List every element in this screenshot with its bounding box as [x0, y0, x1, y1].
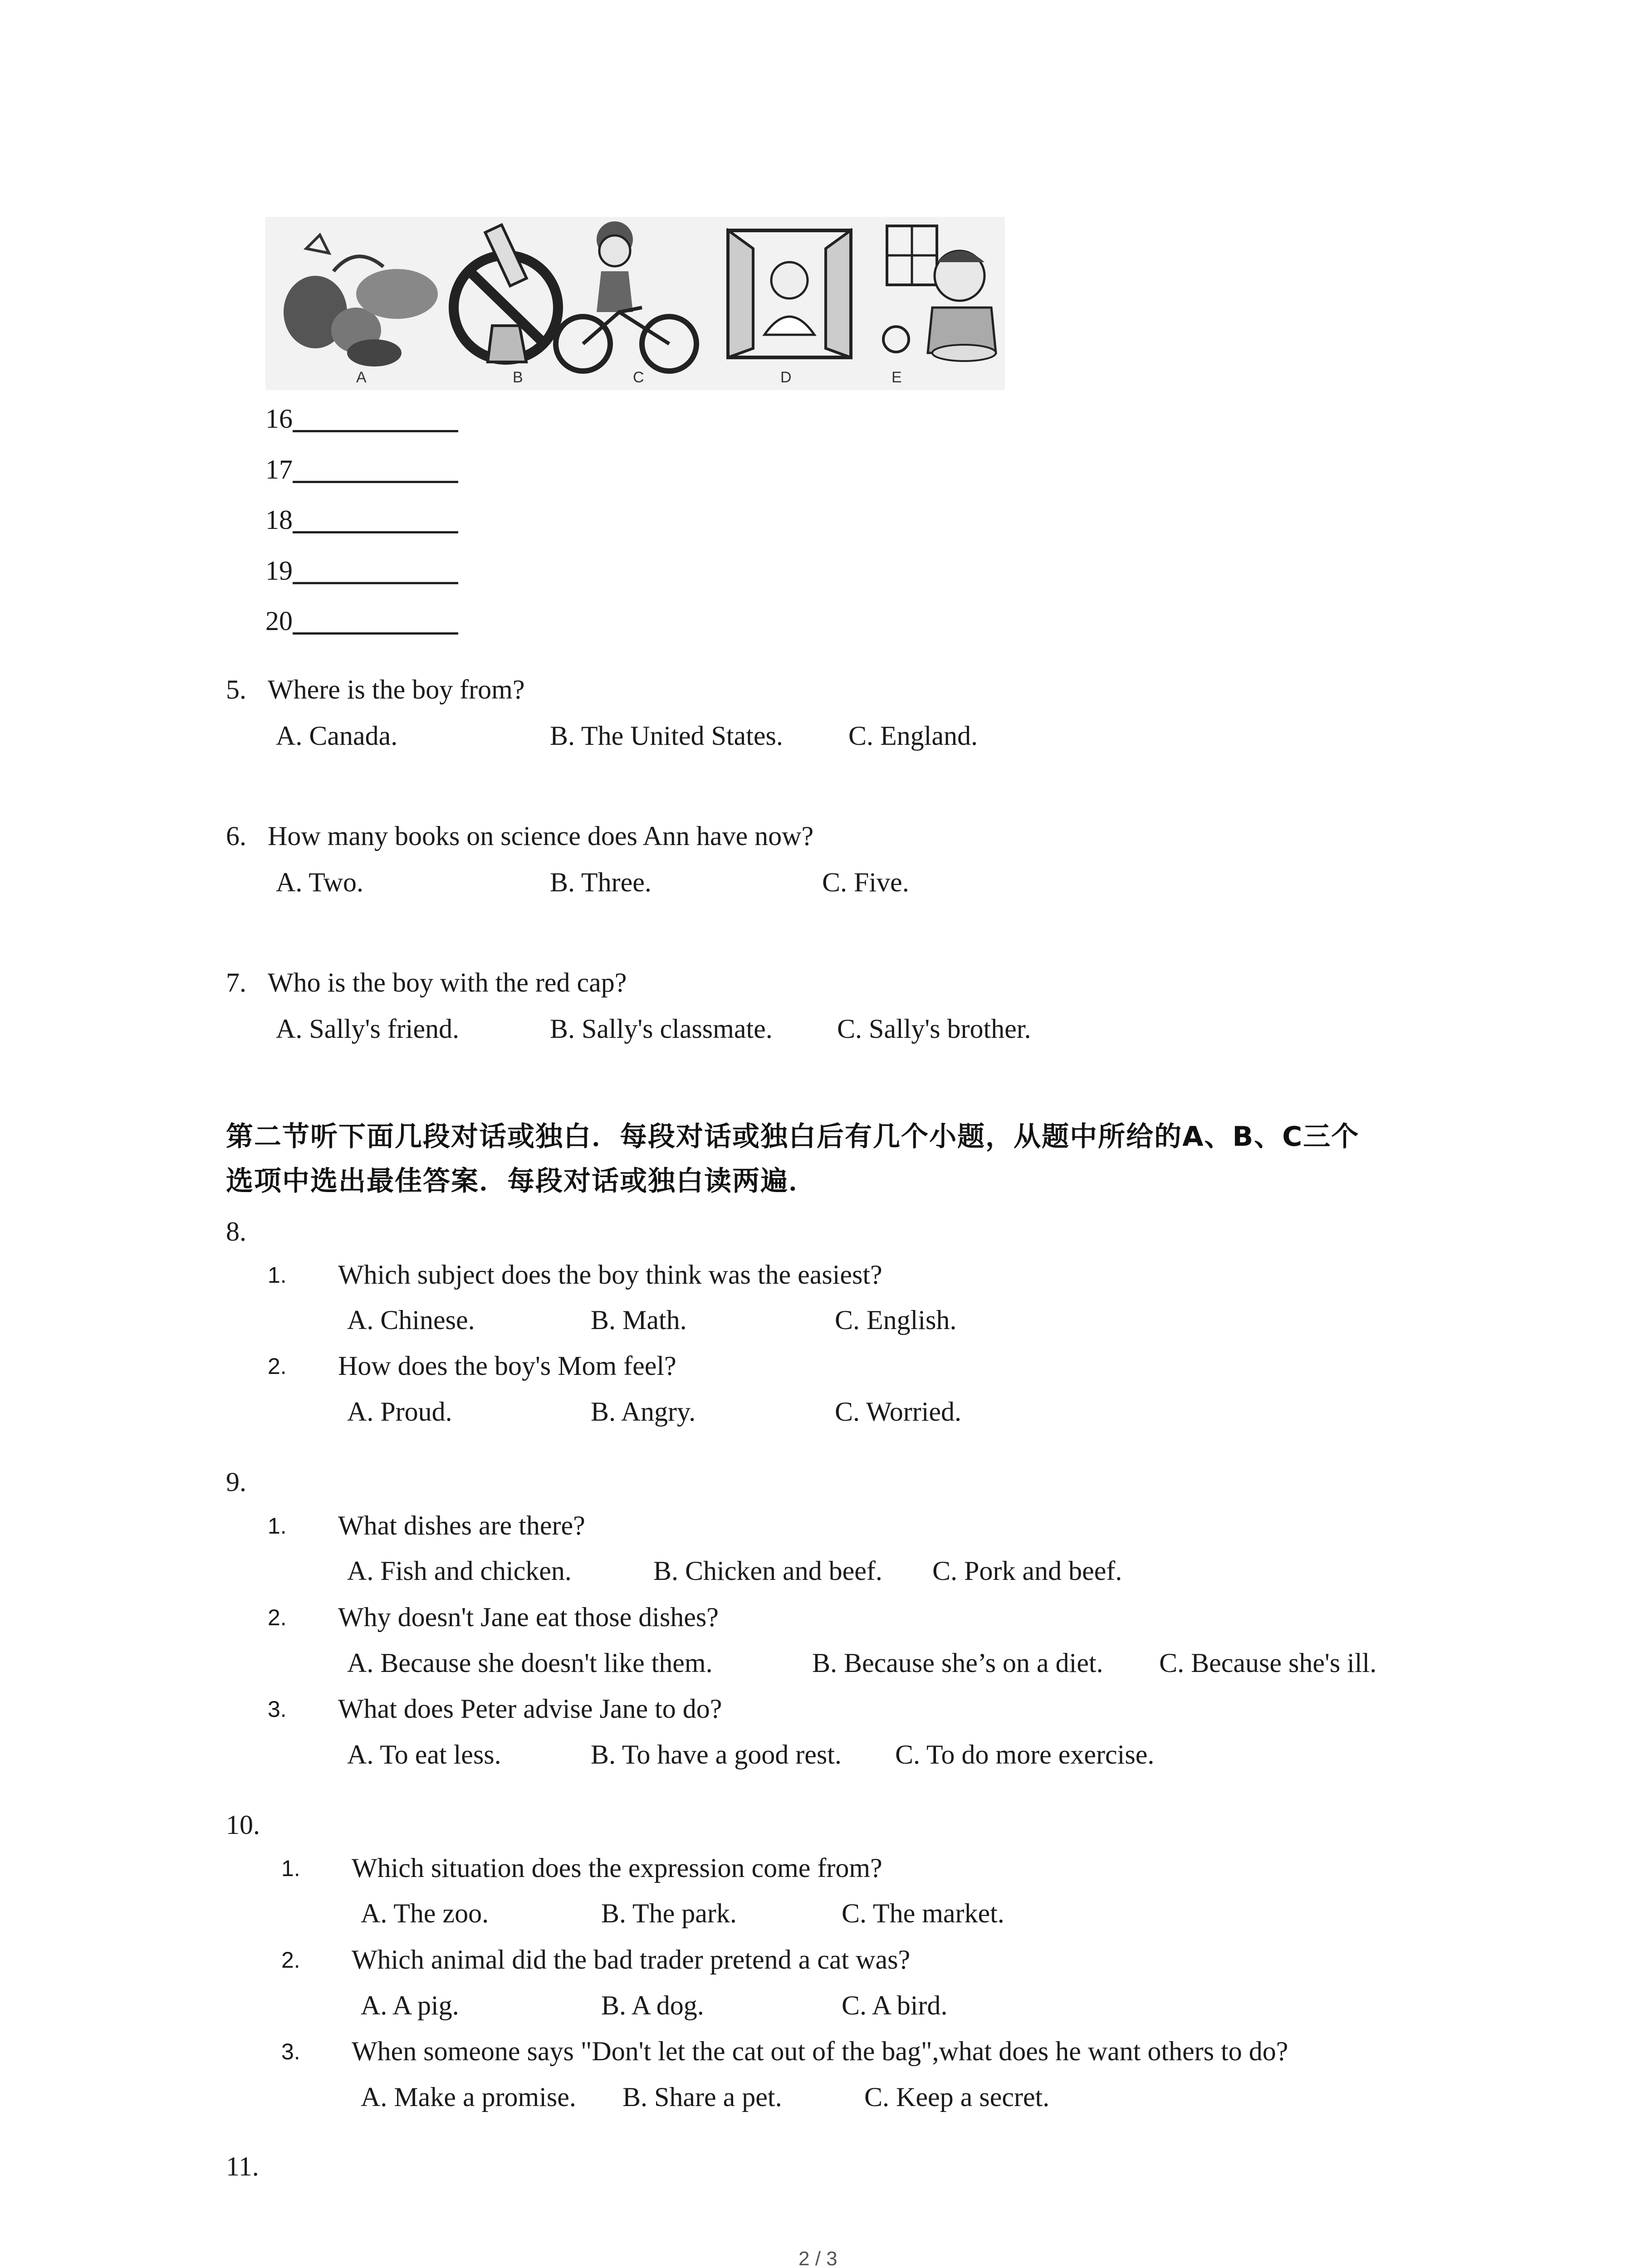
option-c[interactable]: C. To do more exercise.: [895, 1740, 1155, 1769]
blank-line[interactable]: [293, 606, 458, 635]
option-c[interactable]: C. Sally's brother.: [837, 1014, 1031, 1044]
answer-blank[interactable]: [265, 606, 458, 635]
option-c[interactable]: C. Because she's ill.: [1159, 1648, 1377, 1678]
sub-question-text: What does Peter advise Jane to do?: [338, 1694, 722, 1724]
boy-bicycle-picture: [556, 221, 696, 386]
option-b[interactable]: B. A dog.: [601, 1990, 704, 2020]
sub-question-text: How does the boy's Mom feel?: [338, 1351, 676, 1381]
option-a[interactable]: A. A pig.: [361, 1990, 459, 2020]
question-text: Who is the boy with the red cap?: [268, 968, 627, 997]
blank-line[interactable]: [293, 404, 458, 432]
sub-question-number: 2.: [268, 1354, 287, 1379]
sub-question-number: 1.: [268, 1262, 287, 1288]
question-text: How many books on science does Ann have now?: [268, 821, 814, 851]
option-b[interactable]: B. Angry.: [591, 1397, 696, 1427]
option-b[interactable]: B. Because she’s on a diet.: [812, 1648, 1103, 1678]
boy-eating-picture: [883, 226, 996, 386]
blank-number: 17: [265, 455, 293, 484]
question-group-number: 8.: [226, 1217, 246, 1246]
question-group-number: 10.: [226, 1810, 260, 1840]
option-b[interactable]: B. Chicken and beef.: [653, 1556, 882, 1586]
option-a[interactable]: A. Canada.: [276, 721, 398, 751]
sub-question-number: 2.: [268, 1605, 287, 1630]
sub-question-text: Why doesn't Jane eat those dishes?: [338, 1602, 719, 1632]
blank-number: 20: [265, 606, 293, 636]
option-b[interactable]: B. Sally's classmate.: [550, 1014, 773, 1044]
option-c[interactable]: C. A bird.: [842, 1990, 948, 2020]
option-a[interactable]: A. Proud.: [347, 1397, 452, 1427]
listening-picture-strip: [265, 217, 1005, 390]
option-a[interactable]: A. Chinese.: [347, 1305, 475, 1335]
option-a[interactable]: A. Make a promise.: [361, 2082, 576, 2112]
option-a[interactable]: A. Sally's friend.: [276, 1014, 460, 1044]
blank-line[interactable]: [293, 455, 458, 483]
sub-question-number: 1.: [281, 1856, 300, 1881]
blank-line[interactable]: [293, 505, 458, 533]
blank-line[interactable]: [293, 556, 458, 584]
option-c[interactable]: C. Worried.: [835, 1397, 962, 1427]
sub-question-number: 1.: [268, 1513, 287, 1539]
option-c[interactable]: C. England.: [848, 721, 978, 751]
answer-blank[interactable]: [265, 404, 458, 432]
option-b[interactable]: B. Share a pet.: [622, 2082, 782, 2112]
blank-number: 18: [265, 505, 293, 535]
question-group-number: 11.: [226, 2151, 259, 2181]
section-heading-line-2: 选项中选出最佳答案．每段对话或独白读两遍．: [226, 1165, 817, 1197]
option-b[interactable]: B. The United States.: [550, 721, 783, 751]
open-window-picture: [728, 230, 851, 386]
sub-question-text: What dishes are there?: [338, 1510, 585, 1540]
answer-blank[interactable]: [265, 556, 458, 584]
option-a[interactable]: A. To eat less.: [347, 1740, 501, 1769]
question-number: 6.: [226, 821, 246, 851]
sub-question-text: Which subject does the boy think was the easiest?: [338, 1260, 882, 1290]
sub-question-text: Which situation does the expression come from?: [352, 1853, 882, 1883]
option-a[interactable]: A. Two.: [276, 867, 364, 897]
blank-number: 16: [265, 404, 293, 434]
question-group-number: 9.: [226, 1467, 246, 1497]
option-b[interactable]: B. To have a good rest.: [591, 1740, 842, 1769]
answer-blank[interactable]: [265, 455, 458, 483]
sub-question-number: 3.: [281, 2039, 300, 2064]
option-b[interactable]: B. The park.: [601, 1898, 737, 1928]
option-a[interactable]: A. Because she doesn't like them.: [347, 1648, 713, 1678]
option-c[interactable]: C. The market.: [842, 1898, 1004, 1928]
answer-blank[interactable]: [265, 505, 458, 533]
sub-question-text: Which animal did the bad trader pretend a cat was?: [352, 1945, 911, 1975]
option-a[interactable]: A. The zoo.: [361, 1898, 489, 1928]
pic-label-b: B: [513, 369, 523, 386]
pic-label-e: E: [892, 369, 902, 386]
sub-question-number: 2.: [281, 1947, 300, 1973]
question-number: 7.: [226, 968, 246, 997]
option-c[interactable]: C. Keep a secret.: [864, 2082, 1050, 2112]
question-number: 5.: [226, 675, 246, 704]
fruit-vegetables-picture: [284, 235, 438, 386]
sub-question-number: 3.: [268, 1696, 287, 1722]
question-text: Where is the boy from?: [268, 675, 525, 704]
pic-label-a: A: [356, 369, 367, 386]
pic-label-d: D: [780, 369, 792, 386]
option-c[interactable]: C. Five.: [822, 867, 909, 897]
option-c[interactable]: C. English.: [835, 1305, 957, 1335]
section-heading-line-1: 第二节听下面几段对话或独白．每段对话或独白后有几个小题，从题中所给的A、B、C三个: [226, 1121, 1360, 1153]
option-b[interactable]: B. Math.: [591, 1305, 687, 1335]
blank-number: 19: [265, 556, 293, 586]
option-b[interactable]: B. Three.: [550, 867, 652, 897]
option-a[interactable]: A. Fish and chicken.: [347, 1556, 572, 1586]
sub-question-text: When someone says "Don't let the cat out of the bag",what does he want others to do?: [352, 2036, 1288, 2066]
no-smoking-picture: [454, 225, 558, 386]
option-c[interactable]: C. Pork and beef.: [932, 1556, 1122, 1586]
page-number: 2 / 3: [798, 2248, 838, 2268]
pic-label-c: C: [633, 369, 644, 386]
